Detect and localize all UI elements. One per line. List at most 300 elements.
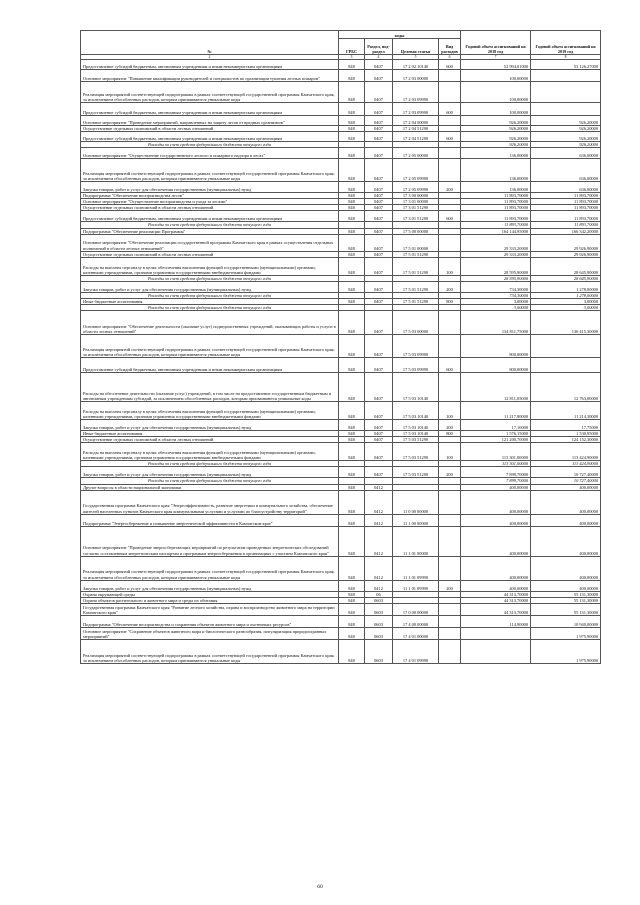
row-name: Расходы за счет средств федерального бюджета текущего года <box>81 142 339 148</box>
row-name: Расходы на выплаты персоналу в целях обеспечения выполнения функций государственными (муниципальными) органами, казенными учреждениями, органами управления государственными внебюджетными фондами <box>81 257 339 275</box>
table-row <box>81 526 601 556</box>
table-row <box>81 402 601 420</box>
section-code: 0407 <box>365 281 393 292</box>
row-name: Закупка товаров, работ и услуг для обеспечения государственных (муниципальных) нужд <box>81 281 339 292</box>
grbs-code: 848 <box>339 234 365 251</box>
amount-2019: 11 893,70000 <box>531 222 601 228</box>
amount-2019 <box>531 70 601 82</box>
target-article-code: 17 2 05 09990 <box>393 182 439 193</box>
grbs-code: 848 <box>339 82 365 103</box>
amount-2018: 12 811,05000 <box>461 373 531 402</box>
table-row <box>81 373 601 402</box>
table-row <box>81 311 601 335</box>
expense-type-code <box>439 627 461 639</box>
amount-2018: 400,00000 <box>461 490 531 514</box>
section-code: 0412 <box>365 580 393 591</box>
grbs-code: 848 <box>339 431 365 437</box>
section-code: 0407 <box>365 443 393 461</box>
section-code: 0603 <box>365 615 393 627</box>
target-article-code: 17 4 00 00000 <box>393 615 439 627</box>
expense-type-code <box>439 311 461 335</box>
amount-2018: 400,00000 <box>461 556 531 580</box>
section-code: 0407 <box>365 148 393 159</box>
expense-type-code <box>439 70 461 82</box>
section-code: 0407 <box>365 437 393 443</box>
column-number: 4 <box>365 55 393 60</box>
section-code: 0407 <box>365 467 393 478</box>
amount-2019: 10 727,40000 <box>531 467 601 478</box>
row-name: Основное мероприятие "Осуществление государственного лесного и пожарного надзора в лесах" <box>81 148 339 159</box>
section-code: 0407 <box>365 116 393 126</box>
section-code: 0407 <box>365 251 393 257</box>
expense-type-code: 100 <box>439 402 461 420</box>
target-article-code: 11 0 00 00000 <box>393 490 439 514</box>
column-number: 7 <box>461 55 531 60</box>
amount-2018: 7 899,70000 <box>461 478 531 484</box>
table-row <box>81 182 601 193</box>
table-row <box>81 257 601 275</box>
column-number: 2 <box>81 55 339 60</box>
grbs-code: 848 <box>339 420 365 431</box>
target-article-code: 17 2 04 51290 <box>393 132 439 142</box>
amount-2019: 400,00000 <box>531 514 601 526</box>
amount-2019: 55 131,30000 <box>531 591 601 597</box>
amount-2018: 400,00000 <box>461 580 531 591</box>
row-name: Иные бюджетные ассигнования <box>81 431 339 437</box>
amount-2019 <box>531 335 601 358</box>
table-row <box>81 420 601 431</box>
amount-2019: 636,00000 <box>531 182 601 193</box>
amount-2019: 136 415,30000 <box>531 311 601 335</box>
grbs-code: 848 <box>339 373 365 402</box>
row-name: Предоставление субсидий бюджетным, автономным учреждениям и иным некоммерческим организациям <box>81 132 339 142</box>
section-code: 0407 <box>365 205 393 211</box>
grbs-code: 848 <box>339 639 365 663</box>
table-row <box>81 603 601 615</box>
row-name: Расходы на выплаты персоналу в целях обеспечения выполнения функций государственными (муниципальными) органами, казенными учреждениями, органами управления государственными внебюджетными фондами <box>81 443 339 461</box>
amount-2018: 29 333,20000 <box>461 234 531 251</box>
amount-2019: 1 530,95000 <box>531 431 601 437</box>
target-article-code: 17 5 01 00000 <box>393 234 439 251</box>
grbs-code: 848 <box>339 116 365 126</box>
expense-type-code: 200 <box>439 281 461 292</box>
column-number: 8 <box>531 55 601 60</box>
amount-2018: 114,90000 <box>461 615 531 627</box>
target-article-code: 17 3 01 51290 <box>393 205 439 211</box>
amount-2019: 28 645,90000 <box>531 275 601 281</box>
expense-type-code: 200 <box>439 420 461 431</box>
amount-2018: 11 893,70000 <box>461 222 531 228</box>
target-article-code: 17 2 03 09990 <box>393 103 439 116</box>
amount-2019: 11 893,70000 <box>531 211 601 222</box>
section-code: 0412 <box>365 514 393 526</box>
row-name: Расходы за счет средств федерального бюджета текущего года <box>81 305 339 311</box>
expense-type-code: 600 <box>439 358 461 373</box>
table-row <box>81 490 601 514</box>
amount-2019: 11 893,70000 <box>531 199 601 205</box>
target-article-code: 17 5 01 51290 <box>393 257 439 275</box>
amount-2018: 926,20000 <box>461 132 531 142</box>
amount-2019: 12 763,00000 <box>531 373 601 402</box>
amount-2019: 926,20000 <box>531 116 601 126</box>
section-code: 0407 <box>365 70 393 82</box>
grbs-code: 848 <box>339 514 365 526</box>
row-name: Предоставление субсидий бюджетным, автономным учреждениям и иным некоммерческим организациям <box>81 211 339 222</box>
amount-2019: 11 214,30000 <box>531 402 601 420</box>
grbs-code: 848 <box>339 580 365 591</box>
amount-2019: 124 152,30000 <box>531 437 601 443</box>
grbs-code: 848 <box>339 132 365 142</box>
row-name: Подпрограмма "Энергосбережение и повышение энергетической эффективности в Камчатском крае" <box>81 514 339 526</box>
amount-2019: 926,20000 <box>531 126 601 132</box>
amount-2019: 29 926,90000 <box>531 251 601 257</box>
row-name: Реализация мероприятий соответствующей подпрограммы в рамках соответствующей государственной программы Камчатского края, за исключением обособленных расходов, которым присваиваются уникальные коды <box>81 335 339 358</box>
expense-type-code: 100 <box>439 443 461 461</box>
table-body <box>81 55 601 664</box>
section-code: 0412 <box>365 484 393 490</box>
table-row <box>81 211 601 222</box>
amount-2018 <box>461 627 531 639</box>
header-name: № <box>81 31 339 55</box>
grbs-code: 848 <box>339 159 365 182</box>
expense-type-code <box>439 373 461 402</box>
row-name: Закупка товаров, работ и услуг для обеспечения государственных (муниципальных) нужд <box>81 467 339 478</box>
row-name: Осуществление отдельных полномочий в области лесных отношений <box>81 437 339 443</box>
table-row <box>81 60 601 70</box>
amount-2018: 800,00000 <box>461 358 531 373</box>
table-row <box>81 70 601 82</box>
target-article-code: 17 5 03 09990 <box>393 358 439 373</box>
expense-type-code: 800 <box>439 298 461 304</box>
grbs-code: 848 <box>339 443 365 461</box>
expense-type-code <box>439 234 461 251</box>
amount-2019: 53 126,27000 <box>531 60 601 70</box>
target-article-code: 17 2 05 09990 <box>393 159 439 182</box>
target-article-code: 17 5 03 51290 <box>393 443 439 461</box>
amount-2018: 44 313,70000 <box>461 603 531 615</box>
grbs-code: 848 <box>339 335 365 358</box>
target-article-code: 17 0 00 00000 <box>393 603 439 615</box>
amount-2018: 113 301,00000 <box>461 461 531 467</box>
header-razdel: Раздел, под-раздел <box>365 39 393 55</box>
target-article-code: 17 3 01 00000 <box>393 199 439 205</box>
expense-type-code <box>439 148 461 159</box>
grbs-code: 848 <box>339 281 365 292</box>
amount-2018: 734,30000 <box>461 292 531 298</box>
expense-type-code <box>439 526 461 556</box>
row-name: Закупка товаров, работ и услуг для обеспечения государственных (муниципальных) нужд <box>81 182 339 193</box>
table-row <box>81 103 601 116</box>
table-row <box>81 148 601 159</box>
section-code: 0412 <box>365 526 393 556</box>
budget-sheet <box>80 30 600 664</box>
amount-2019: 29 926,90000 <box>531 234 601 251</box>
target-article-code: 17 5 01 51290 <box>393 281 439 292</box>
section-code: 0407 <box>365 335 393 358</box>
grbs-code: 848 <box>339 603 365 615</box>
target-article-code: 17 5 03 10140 <box>393 431 439 437</box>
expense-type-code: 600 <box>439 103 461 116</box>
amount-2019: 1 278,00000 <box>531 292 601 298</box>
expense-type-code: 100 <box>439 257 461 275</box>
table-row <box>81 627 601 639</box>
expense-type-code: 800 <box>439 431 461 437</box>
amount-2019: 55 131,30000 <box>531 597 601 603</box>
amount-2018: 29 333,20000 <box>461 251 531 257</box>
amount-2018: 100,00000 <box>461 103 531 116</box>
table-row <box>81 467 601 478</box>
section-code: 0603 <box>365 627 393 639</box>
grbs-code: 848 <box>339 358 365 373</box>
target-article-code: 11 1 01 09990 <box>393 556 439 580</box>
target-article-code: 17 3 00 00000 <box>393 193 439 199</box>
expense-type-code: 600 <box>439 132 461 142</box>
grbs-code: 848 <box>339 311 365 335</box>
amount-2018: 28 595,90000 <box>461 275 531 281</box>
row-name: Реализация мероприятий соответствующей подпрограммы в рамках соответствующей государственной программы Камчатского края, за исключением обособленных расходов, которым присваиваются уникальные коды <box>81 159 339 182</box>
row-name: Государственная программа Камчатского края "Развитие лесного хозяйства, охрана и воспроизводство животного мира на территории Камчатского края" <box>81 603 339 615</box>
amount-2019: 400,00000 <box>531 484 601 490</box>
grbs-code: 848 <box>339 60 365 70</box>
row-name: Иные бюджетные ассигнования <box>81 298 339 304</box>
section-code: 0412 <box>365 556 393 580</box>
amount-2018: 11 217,80000 <box>461 402 531 420</box>
grbs-code: 848 <box>339 228 365 234</box>
amount-2018: 100,00000 <box>461 82 531 103</box>
grbs-code: 848 <box>339 199 365 205</box>
row-name: Расходы на обеспечение деятельности (оказание услуг) учреждений, в том числе на предоставление государственным бюджетным и автономным учреждениям субсидий, за исключением обособленных расходов, которым присваиваются уникальные коды <box>81 373 339 402</box>
section-code: 0407 <box>365 159 393 182</box>
row-name: Охрана объектов растительного и животного мира и среды их обитания <box>81 597 339 603</box>
section-code: 0407 <box>365 132 393 142</box>
amount-2019 <box>531 103 601 116</box>
column-number: 3 <box>339 55 365 60</box>
target-article-code: 17 5 01 51290 <box>393 251 439 257</box>
amount-2018: 3,00000 <box>461 305 531 311</box>
row-name: Подпрограмма "Обеспечение реализации Программы" <box>81 228 339 234</box>
row-name: Предоставление субсидий бюджетным, автономным учреждениям и иным некоммерческим организациям <box>81 60 339 70</box>
amount-2018: 121 200,70000 <box>461 437 531 443</box>
amount-2019: 113 424,90000 <box>531 443 601 461</box>
row-name: Государственная программа Камчатского края "Энергоэффективность, развитие энергетики и коммунального хозяйства, обеспечение жителей населенных пунктов Камчатского края коммунальными услугами и услугами по благоустройству территорий" <box>81 490 339 514</box>
expense-type-code <box>439 514 461 526</box>
section-code: 0603 <box>365 603 393 615</box>
grbs-code: 848 <box>339 615 365 627</box>
target-article-code: 17 2 03 00000 <box>393 70 439 82</box>
header-codes: коды <box>339 31 461 39</box>
section-code: 0407 <box>365 358 393 373</box>
amount-2019: 28 645,90000 <box>531 257 601 275</box>
amount-2018: 100,00000 <box>461 70 531 82</box>
table-row <box>81 281 601 292</box>
amount-2019: 11 893,70000 <box>531 193 601 199</box>
section-code: 0407 <box>365 234 393 251</box>
amount-2018: 17,10000 <box>461 420 531 431</box>
amount-2018: 52 994,01000 <box>461 60 531 70</box>
amount-2018: 926,20000 <box>461 126 531 132</box>
table-row <box>81 234 601 251</box>
table-row <box>81 514 601 526</box>
expense-type-code: 200 <box>439 467 461 478</box>
grbs-code: 848 <box>339 490 365 514</box>
section-code: 0603 <box>365 597 393 603</box>
amount-2019: 113 424,90000 <box>531 461 601 467</box>
section-code: 0407 <box>365 182 393 193</box>
row-name: Охрана окружающей среды <box>81 591 339 597</box>
target-article-code: 17 5 03 00000 <box>393 311 439 335</box>
amount-2019: 1 975,90000 <box>531 627 601 639</box>
amount-2018: 113 301,00000 <box>461 443 531 461</box>
row-name: Основное мероприятие "Повышение квалификации руководителей и специалистов по организации тушения лесных пожаров" <box>81 70 339 82</box>
target-article-code: 17 2 05 00000 <box>393 148 439 159</box>
row-name: Реализация мероприятий соответствующей подпрограммы в рамках соответствующей государственной программы Камчатского края, за исключением обособленных расходов, которым присваиваются уникальные коды <box>81 639 339 663</box>
expense-type-code <box>439 639 461 663</box>
section-code: 0407 <box>365 373 393 402</box>
amount-2019: 636,00000 <box>531 159 601 182</box>
target-article-code: 17 3 01 51290 <box>393 211 439 222</box>
row-name: Основное мероприятие "Проведение мероприятий, направленных на защиту лесов от вредных организмов" <box>81 116 339 126</box>
amount-2018: 400,00000 <box>461 526 531 556</box>
section-code: 0407 <box>365 257 393 275</box>
section-code: 0407 <box>365 199 393 205</box>
target-article-code: 17 4 01 00000 <box>393 627 439 639</box>
grbs-code: 848 <box>339 193 365 199</box>
amount-2019: 10 727,40000 <box>531 478 601 484</box>
amount-2018: 400,00000 <box>461 514 531 526</box>
grbs-code: 848 <box>339 257 365 275</box>
amount-2018: 926,20000 <box>461 142 531 148</box>
page-number: 60 <box>317 884 323 890</box>
section-code: 0412 <box>365 490 393 514</box>
section-code: 0407 <box>365 228 393 234</box>
section-code: 06 <box>365 591 393 597</box>
table-row <box>81 443 601 461</box>
table-row <box>81 358 601 373</box>
section-code: 0407 <box>365 311 393 335</box>
row-name: Подпрограмма "Обеспечение воспроизводства лесов" <box>81 193 339 199</box>
amount-2018: 11 893,70000 <box>461 211 531 222</box>
header-2019: Годовой объем ассигнований на 2019 год <box>531 31 601 55</box>
expense-type-code <box>439 335 461 358</box>
row-name: Основное мероприятие "Обеспечение деятельности (оказание услуг) подведомственных учреждений, оказывающих работы и услуги в области лесных отношений" <box>81 311 339 335</box>
grbs-code: 848 <box>339 148 365 159</box>
row-name: Осуществление отдельных полномочий в области лесных отношений <box>81 251 339 257</box>
column-number: 6 <box>439 55 461 60</box>
target-article-code: 11 1 00 00000 <box>393 514 439 526</box>
grbs-code: 848 <box>339 126 365 132</box>
amount-2018: 136,00000 <box>461 159 531 182</box>
grbs-code: 848 <box>339 251 365 257</box>
amount-2018 <box>461 639 531 663</box>
amount-2019: 10 940,00000 <box>531 615 601 627</box>
row-name: Основное мероприятие "Проведение энергосберегающих мероприятий по результатам проведенных энергетических обследований согласно составленным энергетическим паспортам и программам энергосбережения в организациях с участием Камчатского края" <box>81 526 339 556</box>
target-article-code: 17 5 00 00000 <box>393 228 439 234</box>
target-article-code: 17 5 03 09990 <box>393 335 439 358</box>
amount-2019 <box>531 358 601 373</box>
grbs-code: 848 <box>339 597 365 603</box>
section-code: 0407 <box>365 60 393 70</box>
section-code: 0407 <box>365 211 393 222</box>
column-number: 5 <box>393 55 439 60</box>
row-name: Расходы за счет средств федерального бюджета текущего года <box>81 461 339 467</box>
amount-2018: 136,00000 <box>461 148 531 159</box>
amount-2019: 400,00000 <box>531 490 601 514</box>
table-row <box>81 335 601 358</box>
target-article-code: 17 5 03 10140 <box>393 420 439 431</box>
row-name: Закупка товаров, работ и услуг для обеспечения государственных (муниципальных) нужд <box>81 580 339 591</box>
row-name: Осуществление отдельных полномочий в области лесных отношений <box>81 126 339 132</box>
expense-type-code <box>439 603 461 615</box>
target-article-code: 11 1 01 09990 <box>393 580 439 591</box>
table-row <box>81 132 601 142</box>
target-article-code: 17 5 01 51290 <box>393 298 439 304</box>
header-vr: Вид расходов <box>439 39 461 55</box>
amount-2019: 1 278,00000 <box>531 281 601 292</box>
amount-2019: 3,00000 <box>531 305 601 311</box>
row-name: Расходы за счет средств федерального бюджета текущего года <box>81 292 339 298</box>
amount-2018: 44 313,70000 <box>461 591 531 597</box>
expense-type-code: 600 <box>439 60 461 70</box>
budget-table <box>80 30 601 664</box>
table-row <box>81 159 601 182</box>
row-name: Предоставление субсидий бюджетным, автономным учреждениям и иным некоммерческим организациям <box>81 358 339 373</box>
row-name: Расходы на выплаты персоналу в целях обеспечения выполнения функций государственными (муниципальными) органами, казенными учреждениями, органами управления государственными внебюджетными фондами <box>81 402 339 420</box>
expense-type-code <box>439 615 461 627</box>
section-code: 0407 <box>365 298 393 304</box>
row-name: Реализация мероприятий соответствующей подпрограммы в рамках соответствующей государственной программы Камчатского края, за исключением обособленных расходов, которым присваиваются уникальные коды <box>81 82 339 103</box>
row-name: Реализация мероприятий соответствующей подпрограммы в рамках соответствующей государственной программы Камчатского края, за исключением обособленных расходов, которым присваиваются уникальные коды <box>81 556 339 580</box>
target-article-code: 17 2 04 51290 <box>393 126 439 132</box>
amount-2018: 1 576,15000 <box>461 431 531 437</box>
amount-2019: 400,00000 <box>531 526 601 556</box>
row-name: Основное мероприятие "Сохранение объектов животного мира и биологического разнообразия, популяризация природоохранных мероприятий" <box>81 627 339 639</box>
amount-2019: 1 975,90000 <box>531 639 601 663</box>
amount-2019: 400,00000 <box>531 580 601 591</box>
amount-2019: 11 893,70000 <box>531 205 601 211</box>
expense-type-code <box>439 556 461 580</box>
target-article-code: 17 2 04 00000 <box>393 116 439 126</box>
section-code: 0407 <box>365 402 393 420</box>
amount-2018: 7 899,70000 <box>461 467 531 478</box>
row-name: Основное мероприятие "Осуществление воспроизводства и ухода за лесами" <box>81 199 339 205</box>
amount-2019 <box>531 82 601 103</box>
amount-2018: 136,00000 <box>461 182 531 193</box>
expense-type-code <box>439 116 461 126</box>
row-name: Расходы за счет средств федерального бюджета текущего года <box>81 222 339 228</box>
grbs-code: 848 <box>339 484 365 490</box>
target-article-code: 17 5 03 51290 <box>393 467 439 478</box>
grbs-code: 848 <box>339 211 365 222</box>
table-header <box>81 31 601 55</box>
target-article-code: 17 5 03 10140 <box>393 373 439 402</box>
target-article-code: 17 5 03 51290 <box>393 437 439 443</box>
amount-2018: 164 144,95000 <box>461 228 531 234</box>
header-grbs: ГРБС <box>339 39 365 55</box>
section-code: 0407 <box>365 420 393 431</box>
table-row <box>81 82 601 103</box>
amount-2018: 400,00000 <box>461 484 531 490</box>
section-code: 0407 <box>365 82 393 103</box>
row-name: Основное мероприятие "Обеспечение реализации государственной программы Камчатского края в рамках осуществления отдельных полномочий в области лесных отношений" <box>81 234 339 251</box>
table-row <box>81 639 601 663</box>
grbs-code: 848 <box>339 627 365 639</box>
grbs-code: 848 <box>339 298 365 304</box>
table-row <box>81 615 601 627</box>
row-name: Расходы за счет средств федерального бюджета текущего года <box>81 275 339 281</box>
amount-2019: 926,20000 <box>531 132 601 142</box>
header-csr: Целевая статья <box>393 39 439 55</box>
amount-2019: 17,75000 <box>531 420 601 431</box>
